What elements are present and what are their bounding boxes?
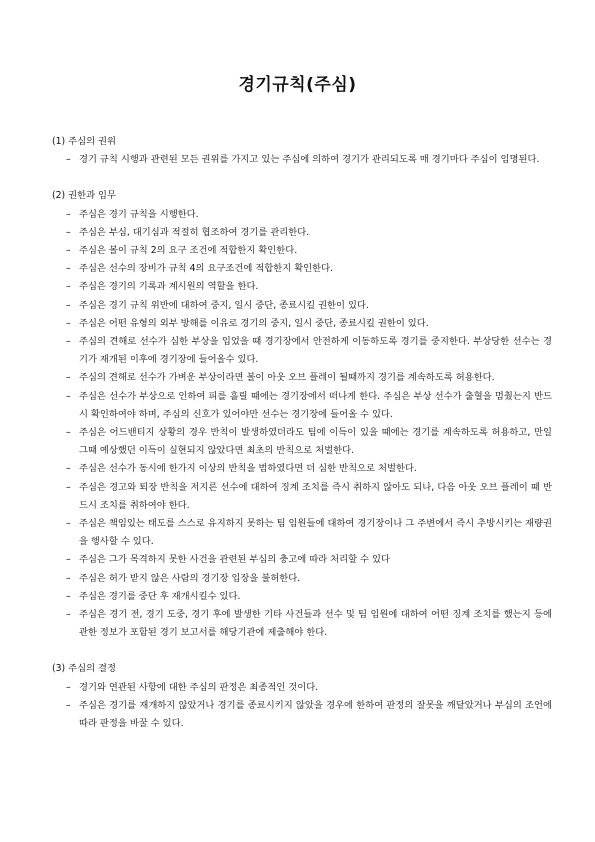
list-item-text: 주심은 경기의 기록과 계시원의 역할을 한다. (79, 281, 259, 293)
list-item (52, 151, 552, 169)
section-item-list (52, 206, 552, 643)
list-item (52, 697, 552, 733)
list-item-text: 주심은 경고와 퇴장 반칙을 저지른 선수에 대하여 징계 조치를 즉시 취하지 않아도 되나, 다음 아웃 오브 플레이 때 반드시 조치를 취하여야 한다. (79, 481, 552, 511)
list-item (52, 570, 552, 588)
list-item (52, 297, 552, 315)
dash-bullet: – (66, 336, 71, 348)
list-item-text: 주심은 그가 목격하지 못한 사건을 관련된 부심의 충고에 따라 처리할 수 있다 (79, 554, 390, 566)
list-item (52, 315, 552, 333)
dash-bullet: – (66, 208, 71, 220)
dash-bullet: – (66, 463, 71, 475)
list-item (52, 206, 552, 224)
section-1 (52, 133, 552, 169)
list-item-text: 주심의 견해로 선수가 가벼운 부상이라면 볼이 아웃 오브 플레이 될때까지 경기를 계속하도록 허용한다. (79, 372, 495, 384)
section-2 (52, 187, 552, 642)
dash-bullet: – (66, 554, 71, 566)
list-item (52, 460, 552, 478)
document-body (52, 133, 552, 733)
section-heading: (3) 주심의 결정 (52, 663, 116, 675)
list-item-text: 주심은 볼이 규칙 2의 요구 조건에 적합한지 확인한다. (79, 245, 298, 257)
list-item (52, 424, 552, 460)
section-heading: (1) 주심의 권위 (52, 136, 116, 147)
dash-bullet: – (66, 609, 71, 621)
list-item (52, 333, 552, 369)
list-item-text: 주심의 견해로 선수가 심한 부상을 입었을 때 경기장에서 안전하게 이동하도록 경기를 중지한다. 부상당한 선수는 경기가 재개된 이후에 경기장에 들어올수 있다. (79, 336, 552, 366)
dash-bullet: – (66, 245, 71, 257)
dash-bullet: – (66, 590, 71, 602)
dash-bullet: – (66, 317, 71, 329)
dash-bullet: – (66, 427, 71, 439)
list-item (52, 388, 552, 424)
list-item (52, 679, 552, 697)
list-item-text: 경기 규칙 시행과 관련된 모든 권위를 가지고 있는 주심에 의하여 경기가 관리되도록 매 경기마다 주심이 임명된다. (79, 154, 540, 166)
dash-bullet: – (66, 572, 71, 584)
list-item (52, 260, 552, 278)
list-item (52, 224, 552, 242)
list-item-text: 주심은 허가 받지 않은 사람의 경기장 입장을 불허한다. (79, 572, 301, 584)
list-item-text: 주심은 경기를 중단 후 재개시킬수 있다. (79, 590, 241, 602)
list-item (52, 606, 552, 642)
list-item (52, 551, 552, 569)
list-item (52, 515, 552, 551)
section-item-list (52, 679, 552, 734)
dash-bullet: – (66, 226, 71, 238)
list-item (52, 278, 552, 296)
list-item-text: 주심은 선수가 동시에 한가지 이상의 반칙을 범하였다면 더 심한 반칙으로 처벌한다. (79, 463, 417, 475)
list-item-text: 주심은 부심, 대기심과 적절히 협조하여 경기를 관리한다. (79, 226, 310, 238)
list-item-text: 주심은 어떤 유형의 외부 방해를 이유로 경기의 중지, 일시 중단, 종료시킬 권한이 있다. (79, 317, 429, 329)
dash-bullet: – (66, 481, 71, 493)
list-item-text: 주심은 경기 전, 경기 도중, 경기 후에 발생한 기타 사건들과 선수 및 팀 임원에 대하여 어떤 징계 조치를 했는지 등에 관한 정보가 포함된 경기 보고서를 해당기관에 제출해야 한다. (79, 609, 552, 639)
list-item (52, 369, 552, 387)
section-item-list (52, 151, 552, 169)
list-item-text: 주심은 어드밴티지 상황의 경우 반칙이 발생하였더라도 팀에 이득이 있을 때에는 경기를 계속하도록 허용하고, 만일 그때 예상했던 이득이 실현되지 않았다면 최초의 반칙으로 처벌한다. (79, 427, 552, 457)
section-3 (52, 660, 552, 733)
document-title: 경기규칙(주심) (238, 75, 357, 95)
list-item-text: 경기와 연관된 사항에 대한 주심의 판정은 최종적인 것이다. (79, 681, 319, 693)
list-item (52, 242, 552, 260)
dash-bullet: – (66, 299, 71, 311)
dash-bullet: – (66, 518, 71, 530)
dash-bullet: – (66, 390, 71, 402)
list-item-text: 주심은 책임있는 태도를 스스로 유지하지 못하는 팀 임원들에 대하여 경기장이나 그 주변에서 즉시 추방시키는 재량권을 행사할 수 있다. (79, 518, 552, 548)
dash-bullet: – (66, 372, 71, 384)
dash-bullet: – (66, 154, 71, 166)
list-item-text: 주심은 경기 규칙을 시행한다. (79, 208, 199, 220)
section-heading: (2) 권한과 임무 (52, 190, 116, 202)
dash-bullet: – (66, 681, 71, 693)
dash-bullet: – (66, 699, 71, 711)
list-item (52, 588, 552, 606)
dash-bullet: – (66, 281, 71, 293)
list-item-text: 주심은 경기를 재개하지 않았거나 경기를 종료시키지 않았을 경우에 한하여 판정의 잘못을 깨달았거나 부심의 조언에 따라 판정을 바꿀 수 있다. (79, 699, 552, 730)
dash-bullet: – (66, 263, 71, 275)
list-item-text: 주심은 선수의 장비가 규칙 4의 요구조건에 적합한지 확인한다. (79, 263, 334, 275)
list-item (52, 479, 552, 515)
list-item-text: 주심은 선수가 부상으로 인하여 피를 흘릴 때에는 경기장에서 떠나게 한다. 주심은 부상 선수가 출혈을 멈췄는지 반드시 확인하여야 하며, 주심의 신호가 있어야만 선수는 경기장에 들어올 수 있다. (79, 390, 552, 420)
list-item-text: 주심은 경기 규칙 위반에 대하여 중지, 일시 중단, 종료시킬 권한이 있다. (79, 299, 369, 311)
